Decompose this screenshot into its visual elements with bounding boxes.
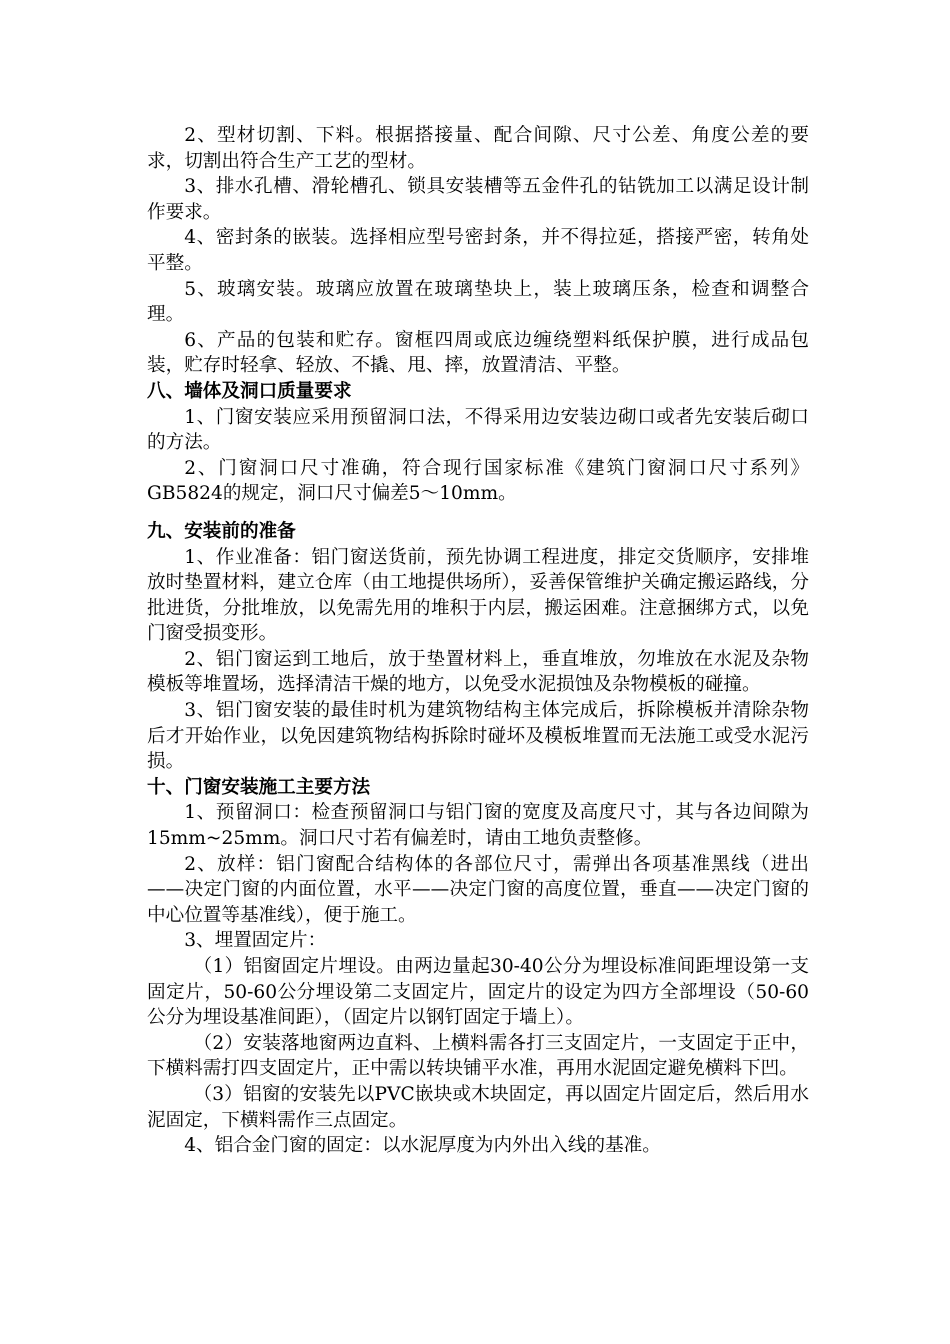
paragraph-fixing-plates-3: （3）铝窗的安装先以PVC嵌块或木块固定，再以固定片固定后，然后用水泥固定，下横料需作三点固定。 — [147, 1083, 809, 1131]
paragraph-check-opening: 1、预留洞口：检查预留洞口与铝门窗的宽度及高度尺寸，其与各边间隙为15mm~25mm。洞口尺寸若有偏差时，请由工地负责整修。 — [147, 802, 809, 850]
paragraph-layout-marking: 2、放样：铝门窗配合结构体的各部位尺寸，需弹出各项基准黑线（进出——决定门窗的内面位置，水平——决定门窗的高度位置，垂直——决定门窗的中心位置等基准线），便于施工。 — [147, 853, 809, 926]
paragraph-opening-size: 2、门窗洞口尺寸准确，符合现行国家标准《建筑门窗洞口尺寸系列》GB5824的规定，洞口尺寸偏差5～10mm。 — [147, 457, 809, 505]
document-page — [147, 123, 809, 1159]
paragraph-fixing-plates: 3、埋置固定片： — [184, 930, 327, 952]
paragraph-drilling: 3、排水孔槽、滑轮槽孔、锁具安装槽等五金件孔的钻铣加工以满足设计制作要求。 — [147, 176, 809, 223]
paragraph-install-timing: 3、铝门窗安装的最佳时机为建筑物结构主体完成后，拆除模板并清除杂物后才开始作业，以免因建筑物结构拆除时碰坏及模板堆置而无法施工或受水泥污损。 — [147, 700, 809, 773]
heading-section-10: 十、门窗安装施工主要方法 — [147, 776, 371, 798]
paragraph-glass-install: 5、玻璃安装。玻璃应放置在玻璃垫块上，装上玻璃压条，检查和调整合理。 — [147, 278, 809, 326]
paragraph-reserved-opening: 1、门窗安装应采用预留洞口法，不得采用边安装边砌口或者先安装后砌口的方法。 — [147, 406, 809, 454]
heading-section-8: 八、墙体及洞口质量要求 — [147, 380, 352, 402]
paragraph-sealing-strip: 4、密封条的嵌装。选择相应型号密封条，并不得拉延，搭接严密，转角处平整。 — [147, 227, 809, 274]
paragraph-packaging: 6、产品的包装和贮存。窗框四周或底边缠绕塑料纸保护膜，进行成品包装，贮存时轻拿、轻放、不撬、甩、摔，放置清洁、平整。 — [147, 329, 809, 377]
paragraph-window-fixing: 4、铝合金门窗的固定：以水泥厚度为内外出入线的基准。 — [184, 1135, 661, 1157]
paragraph-profile-cutting: 2、型材切割、下料。根据搭接量、配合间隙、尺寸公差、角度公差的要求，切割出符合生产工艺的型材。 — [147, 125, 809, 172]
paragraph-work-preparation: 1、作业准备：铝门窗送货前，预先协调工程进度，排定交货顺序，安排堆放时垫置材料，建立仓库（由工地提供场所），妥善保管维护关确定搬运路线，分批进货，分批堆放，以免需先用的堆积于内层，搬运困难。注意捆绑方式，以免门窗受损变形。 — [147, 546, 809, 645]
paragraph-fixing-plates-1: （1）铝窗固定片埋设。由两边量起30-40公分为埋设标准间距埋设第一支固定片，50-60公分埋设第二支固定片，固定片的设定为四方全部埋设（50-60公分为埋设基准间距），（固定片以钢钉固定于墙上）。 — [147, 956, 809, 1029]
heading-section-9: 九、安装前的准备 — [147, 520, 296, 542]
paragraph-fixing-plates-2: （2）安装落地窗两边直料、上横料需各打三支固定片，一支固定于正中，下横料需打四支固定片，正中需以转块铺平水准，再用水泥固定避免横料下凹。 — [147, 1032, 809, 1080]
paragraph-onsite-storage: 2、铝门窗运到工地后，放于垫置材料上，垂直堆放，勿堆放在水泥及杂物模板等堆置场，选择清洁干燥的地方，以免受水泥损蚀及杂物模板的碰撞。 — [147, 648, 809, 696]
